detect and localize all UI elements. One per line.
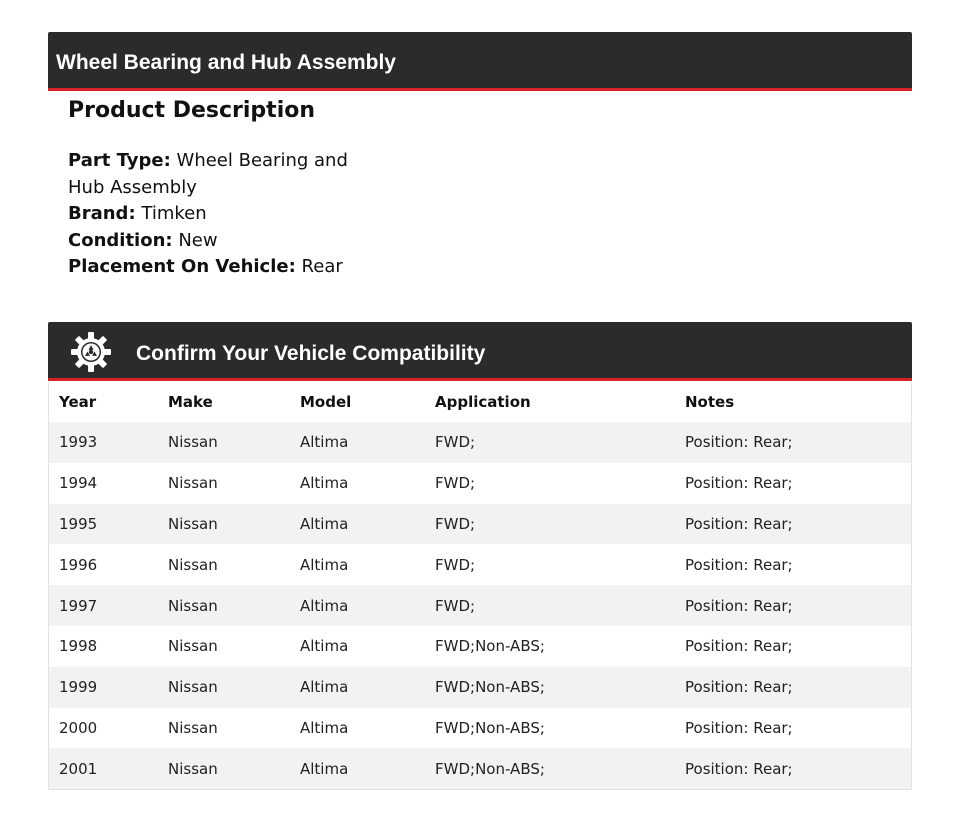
table-row (49, 463, 911, 504)
column-header-year: Year (49, 381, 158, 422)
cell-year: 1993 (49, 422, 158, 463)
table-row (49, 422, 911, 463)
table-row (49, 667, 911, 708)
spec-brand (68, 201, 388, 228)
column-header-notes: Notes (675, 381, 911, 422)
cell-notes: Position: Rear; (675, 463, 911, 504)
cell-model: Altima (290, 708, 425, 749)
cell-model: Altima (290, 544, 425, 585)
cell-application: FWD;Non-ABS; (425, 667, 675, 708)
table-row (49, 626, 911, 667)
cell-make: Nissan (158, 504, 290, 545)
cell-year: 1994 (49, 463, 158, 504)
cell-notes: Position: Rear; (675, 504, 911, 545)
spec-value: New (178, 229, 218, 251)
spec-label: Brand: (68, 203, 136, 224)
table-row (49, 748, 911, 789)
cell-model: Altima (290, 422, 425, 463)
cell-model: Altima (290, 667, 425, 708)
cell-application: FWD; (425, 504, 675, 545)
cell-application: FWD; (425, 463, 675, 504)
spec-label: Part Type: (68, 150, 171, 171)
column-header-make: Make (158, 381, 290, 422)
cell-notes: Position: Rear; (675, 585, 911, 626)
cell-make: Nissan (158, 422, 290, 463)
cell-application: FWD;Non-ABS; (425, 748, 675, 789)
cell-make: Nissan (158, 748, 290, 789)
spec-value: Timken (141, 203, 207, 224)
column-header-model: Model (290, 381, 425, 422)
cell-notes: Position: Rear; (675, 667, 911, 708)
cell-year: 1997 (49, 585, 158, 626)
table-row (49, 708, 911, 749)
gear-wheel-icon (70, 331, 112, 373)
cell-make: Nissan (158, 463, 290, 504)
table-row (49, 585, 911, 626)
cell-year: 2001 (49, 748, 158, 789)
cell-model: Altima (290, 626, 425, 667)
cell-year: 1996 (49, 544, 158, 585)
spec-value: Rear (301, 256, 343, 277)
cell-notes: Position: Rear; (675, 748, 911, 789)
compatibility-title: Confirm Your Vehicle Compatibility (136, 342, 486, 365)
product-title-bar (48, 32, 912, 91)
cell-model: Altima (290, 748, 425, 789)
compatibility-table (48, 381, 912, 790)
spec-condition (68, 228, 388, 255)
cell-make: Nissan (158, 708, 290, 749)
cell-year: 1995 (49, 504, 158, 545)
cell-make: Nissan (158, 626, 290, 667)
cell-application: FWD; (425, 422, 675, 463)
table-header-row (49, 381, 911, 422)
cell-notes: Position: Rear; (675, 544, 911, 585)
cell-make: Nissan (158, 544, 290, 585)
cell-model: Altima (290, 585, 425, 626)
cell-model: Altima (290, 504, 425, 545)
cell-year: 1999 (49, 667, 158, 708)
cell-model: Altima (290, 463, 425, 504)
spec-label: Placement On Vehicle: (68, 256, 296, 277)
cell-application: FWD;Non-ABS; (425, 708, 675, 749)
cell-year: 1998 (49, 626, 158, 667)
cell-year: 2000 (49, 708, 158, 749)
spec-value: Wheel Bearing and Hub Assembly (68, 150, 348, 198)
cell-application: FWD;Non-ABS; (425, 626, 675, 667)
cell-notes: Position: Rear; (675, 422, 911, 463)
cell-application: FWD; (425, 544, 675, 585)
description-heading: Product Description (68, 98, 316, 123)
cell-make: Nissan (158, 667, 290, 708)
spec-placement (68, 254, 388, 281)
spec-part-type (68, 148, 388, 201)
product-description (68, 96, 468, 281)
table-row (49, 504, 911, 545)
cell-application: FWD; (425, 585, 675, 626)
product-title: Wheel Bearing and Hub Assembly (56, 51, 396, 74)
cell-notes: Position: Rear; (675, 708, 911, 749)
spec-label: Condition: (68, 229, 173, 251)
compatibility-header (48, 322, 912, 381)
cell-notes: Position: Rear; (675, 626, 911, 667)
table-row (49, 544, 911, 585)
cell-make: Nissan (158, 585, 290, 626)
column-header-application: Application (425, 381, 675, 422)
